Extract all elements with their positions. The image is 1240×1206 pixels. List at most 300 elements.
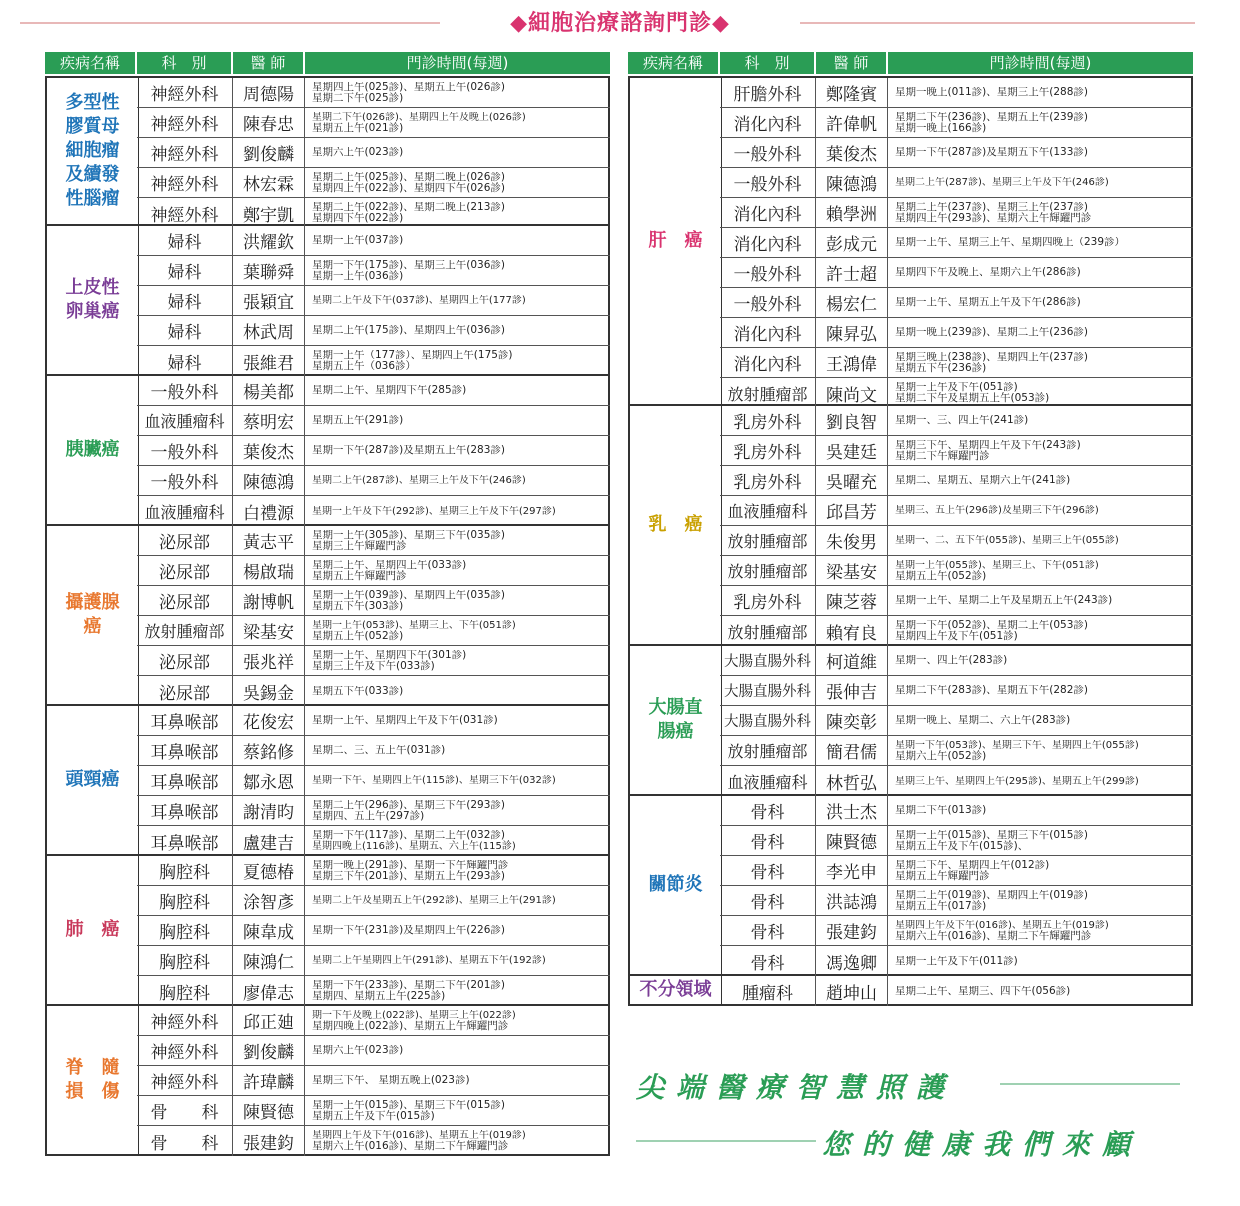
department-cell: 骨科 [720, 856, 816, 885]
doctor-cell: 花俊宏 [233, 706, 305, 735]
doctor-cell: 洪誌鴻 [816, 886, 888, 915]
table-row [720, 766, 1193, 796]
doctor-cell: 張穎宜 [233, 286, 305, 315]
table-row [137, 886, 610, 916]
schedule-line: 星期一上午(053診)、星期三上、下午(051診) [312, 619, 516, 631]
schedule-cell [305, 286, 610, 315]
disease-name: 關節炎 [630, 796, 722, 974]
schedule-line: 星期二、三、五上午(031診) [312, 745, 446, 756]
schedule-line: 星期五上午(052診) [895, 569, 987, 582]
table-row [137, 706, 610, 736]
schedule-line: 星期四、五上午(297診) [312, 809, 425, 822]
department-cell: 放射腫瘤部 [720, 526, 816, 555]
table-row [137, 526, 610, 556]
department-cell: 神經外科 [137, 168, 233, 197]
department-cell: 神經外科 [137, 1066, 233, 1095]
doctor-cell: 彭成元 [816, 228, 888, 257]
table-row [720, 976, 1193, 1006]
doctor-cell: 陳昇弘 [816, 318, 888, 347]
schedule-cell [305, 256, 610, 285]
schedule-cell [305, 78, 610, 107]
department-cell: 泌尿部 [137, 586, 233, 615]
schedule-cell [305, 466, 610, 495]
department-cell: 消化內科 [720, 228, 816, 257]
schedule-line: 星期二下午(026診)、星期四上午及晚上(026診) [312, 111, 526, 123]
schedule-line: 星期二上午、星期三、四下午(056診) [895, 985, 1071, 997]
department-cell: 婦科 [137, 316, 233, 345]
schedule-line: 期一下午及晚上(022診)、星期三上午(022診) [312, 1009, 516, 1021]
schedule-line: 星期二上午(025診)、星期二晚上(026診) [312, 171, 505, 183]
header-disease: 疾病名稱 [45, 52, 137, 74]
schedule-cell [305, 168, 610, 197]
schedule-line: 星期一晚上(011診)、星期三上午(288診) [895, 87, 1088, 98]
schedule-line: 星期一晚上(166診) [895, 121, 987, 134]
schedule-line: 星期二、星期五、星期六上午(241診) [895, 475, 1071, 486]
schedule-cell [888, 348, 1193, 377]
schedule-line: 星期二上午及星期五上午(292診)、星期三上午(291診) [312, 895, 556, 906]
schedule-line: 星期三上午及下午(033診) [312, 659, 435, 672]
doctor-cell: 夏德椿 [233, 856, 305, 885]
table-row [137, 826, 610, 856]
table-row [137, 198, 610, 228]
department-cell: 消化內科 [720, 198, 816, 227]
department-cell: 骨科 [720, 886, 816, 915]
schedule-cell [305, 1066, 610, 1095]
right_groups-header [628, 52, 1193, 74]
department-cell: 放射腫瘤部 [720, 616, 816, 646]
doctor-cell: 張建鈞 [233, 1126, 305, 1156]
department-cell: 耳鼻喉部 [137, 826, 233, 856]
department-cell: 肝膽外科 [720, 78, 816, 107]
schedule-line: 星期五上午輝躍門診 [312, 569, 407, 582]
department-cell: 泌尿部 [137, 556, 233, 585]
doctor-cell: 白禮源 [233, 496, 305, 526]
table-row [137, 108, 610, 138]
table-row [137, 226, 610, 256]
schedule-line: 星期一上午(305診)、星期三下午(035診) [312, 529, 505, 541]
doctor-cell: 趙坤山 [816, 976, 888, 1006]
schedule-line: 星期二下午及星期五上午(053診) [895, 392, 1050, 404]
schedule-cell [305, 436, 610, 465]
department-cell: 耳鼻喉部 [137, 706, 233, 735]
schedule-line: 星期三下午、 星期五晚上(023診) [312, 1075, 470, 1086]
schedule-cell [305, 406, 610, 435]
department-cell: 一般外科 [720, 288, 816, 317]
schedule-line: 星期二下午(025診) [312, 91, 404, 104]
schedule-line: 星期一上午、星期三上午、星期四晚上（239診） [895, 237, 1126, 248]
doctor-cell: 葉俊杰 [233, 436, 305, 465]
schedule-cell [888, 466, 1193, 495]
table-row [720, 586, 1193, 616]
schedule-cell [888, 856, 1193, 885]
disease-name: 大腸直 腸癌 [630, 646, 722, 794]
doctor-cell: 張維君 [233, 346, 305, 376]
schedule-line: 星期一下午(233診)、星期二下午(201診) [312, 980, 505, 991]
doctor-cell: 涂智彥 [233, 886, 305, 915]
schedule-cell [305, 766, 610, 795]
schedule-line: 星期二上午(287診)、星期三上午及下午(246診) [312, 475, 526, 486]
department-cell: 一般外科 [720, 138, 816, 167]
schedule-line: 星期四上午及下午(016診)、星期五上午(019診) [312, 1130, 526, 1141]
table-row [137, 1066, 610, 1096]
table-row [137, 466, 610, 496]
department-cell: 骨科 [720, 916, 816, 945]
schedule-line: 星期五上午(291診) [312, 415, 404, 426]
table-row [720, 676, 1193, 706]
schedule-line: 星期二上午(296診)、星期三下午(293診) [312, 799, 505, 811]
department-cell: 泌尿部 [137, 526, 233, 555]
doctor-cell: 張兆祥 [233, 646, 305, 675]
table-row [720, 946, 1193, 976]
doctor-cell: 張伸吉 [816, 676, 888, 705]
disease-group [45, 856, 610, 1006]
table-row [137, 138, 610, 168]
schedule-line: 星期一、四上午(283診) [895, 655, 1008, 666]
doctor-cell: 謝博帆 [233, 586, 305, 615]
disease-name: 脊 隨 損 傷 [47, 1006, 139, 1154]
department-cell: 婦科 [137, 256, 233, 285]
schedule-line: 星期一下午(287診)及星期五下午(133診) [895, 147, 1088, 158]
table-row [137, 946, 610, 976]
department-cell: 一般外科 [137, 376, 233, 405]
schedule-cell [305, 316, 610, 345]
schedule-line: 星期六上午(052診) [895, 749, 987, 762]
table-row [137, 916, 610, 946]
table-row [720, 646, 1193, 676]
doctor-cell: 朱俊男 [816, 526, 888, 555]
doctor-cell: 陳奕彰 [816, 706, 888, 735]
table-row [137, 78, 610, 108]
disease-name: 不分領域 [630, 976, 722, 1004]
disease-group [45, 76, 610, 226]
schedule-line: 星期一、二、五下午(055診)、星期三上午(055診) [895, 535, 1119, 546]
schedule-line: 星期五上午輝躍門診 [895, 869, 990, 882]
table-row [137, 616, 610, 646]
doctor-cell: 邱正廸 [233, 1006, 305, 1035]
disease-group [628, 796, 1193, 976]
schedule-line: 星期五上午（036診） [312, 360, 417, 372]
schedule-line: 星期二上午(175診)、星期四上午(036診) [312, 325, 505, 336]
schedule-line: 星期六上午(023診) [312, 147, 404, 158]
schedule-cell [305, 976, 610, 1006]
schedule-cell [888, 556, 1193, 585]
table-row [720, 886, 1193, 916]
schedule-cell [305, 736, 610, 765]
schedule-line: 星期二上午(237診)、星期三上午(237診) [895, 201, 1088, 213]
schedule-cell [888, 198, 1193, 227]
department-cell: 神經外科 [137, 78, 233, 107]
department-cell: 一般外科 [720, 258, 816, 287]
doctor-cell: 賴宥良 [816, 616, 888, 646]
schedule-line: 星期一上午(036診) [312, 269, 404, 282]
doctor-cell: 鄭隆賓 [816, 78, 888, 107]
disease-group [45, 526, 610, 706]
department-cell: 婦科 [137, 286, 233, 315]
schedule-line: 星期一晚上、星期二、六上午(283診) [895, 715, 1071, 726]
table-row [720, 348, 1193, 378]
doctor-cell: 楊啟瑞 [233, 556, 305, 585]
department-cell: 胸腔科 [137, 946, 233, 975]
schedule-line: 星期四晚上(022診)、星期五上午輝躍門診 [312, 1019, 509, 1032]
schedule-cell [888, 228, 1193, 257]
doctor-cell: 葉俊杰 [816, 138, 888, 167]
schedule-line: 星期二上午及下午(037診)、星期四上午(177診) [312, 295, 526, 306]
schedule-line: 星期一上午(055診)、星期三上、下午(051診) [895, 559, 1099, 571]
schedule-line: 星期一上午(015診)、星期三下午(015診) [312, 1099, 505, 1111]
department-cell: 神經外科 [137, 1036, 233, 1065]
schedule-cell [888, 616, 1193, 646]
doctor-cell: 陳春忠 [233, 108, 305, 137]
department-cell: 神經外科 [137, 198, 233, 228]
table-row [137, 766, 610, 796]
schedule-line: 星期五上午及下午(015診)、 [895, 839, 1029, 852]
doctor-cell: 王鴻偉 [816, 348, 888, 377]
schedule-cell [888, 406, 1193, 435]
disease-group [628, 976, 1193, 1006]
disease-group [45, 226, 610, 376]
doctor-cell: 蔡明宏 [233, 406, 305, 435]
table-row [137, 346, 610, 376]
schedule-cell [888, 378, 1193, 408]
department-cell: 消化內科 [720, 318, 816, 347]
schedule-line: 星期二下午輝躍門診 [895, 449, 990, 462]
schedule-cell [305, 376, 610, 405]
department-cell: 胸腔科 [137, 856, 233, 885]
header-disease: 疾病名稱 [628, 52, 720, 74]
table-row [720, 288, 1193, 318]
doctor-cell: 洪士杰 [816, 796, 888, 825]
schedule-cell [305, 916, 610, 945]
schedule-line: 星期一下午(231診)及星期四上午(226診) [312, 925, 505, 936]
page-title: ◆細胞治療諮詢門診◆ [510, 11, 730, 36]
schedule-line: 星期五上午及下午(015診) [312, 1109, 435, 1122]
department-cell: 血液腫瘤科 [137, 406, 233, 435]
doctor-cell: 林哲弘 [816, 766, 888, 796]
table-row [137, 1036, 610, 1066]
table-row [137, 376, 610, 406]
table-row [720, 406, 1193, 436]
schedule-line: 星期四晚上(116診)、星期五、六上午(115診) [312, 841, 516, 852]
table-row [720, 138, 1193, 168]
schedule-line: 星期一上午（177診）、星期四上午(175診) [312, 350, 513, 361]
schedule-cell [305, 1036, 610, 1065]
table-row [137, 556, 610, 586]
doctor-cell: 吳錫金 [233, 676, 305, 706]
table-row [137, 168, 610, 198]
table-row [137, 856, 610, 886]
left_groups-header [45, 52, 610, 74]
table-row [720, 826, 1193, 856]
doctor-cell: 劉良智 [816, 406, 888, 435]
table-row [137, 316, 610, 346]
table-row [720, 436, 1193, 466]
schedule-line: 星期四上午(293診)、星期六上午輝躍門診 [895, 211, 1092, 224]
table-row [137, 436, 610, 466]
doctor-cell: 張建鈞 [816, 916, 888, 945]
doctor-cell: 劉俊麟 [233, 1036, 305, 1065]
doctor-cell: 周德陽 [233, 78, 305, 107]
table-row [137, 586, 610, 616]
schedule-cell [888, 736, 1193, 765]
schedule-line: 星期二上午(022診)、星期二晚上(213診) [312, 202, 505, 213]
schedule-cell [305, 946, 610, 975]
slogan-line-1: 尖端醫療智慧照護 [636, 1071, 957, 1104]
department-cell: 消化內科 [720, 348, 816, 377]
doctor-cell: 許偉帆 [816, 108, 888, 137]
doctor-cell: 吳曜充 [816, 466, 888, 495]
table-row [720, 736, 1193, 766]
doctor-cell: 馮逸卿 [816, 946, 888, 976]
doctor-cell: 葉聯舜 [233, 256, 305, 285]
schedule-line: 星期二下午、星期四上午(012診) [895, 859, 1050, 871]
schedule-line: 星期一上午、星期四上午及下午(031診) [312, 715, 498, 726]
table-row [137, 736, 610, 766]
department-cell: 骨科 [720, 826, 816, 855]
disease-name: 胰臟癌 [47, 376, 139, 524]
disease-name: 肝 癌 [630, 78, 722, 404]
header-time: 門診時間(每週) [406, 54, 509, 72]
table-row [720, 496, 1193, 526]
schedule-line: 星期三上午、星期四上午(295診)、星期五上午(299診) [895, 775, 1139, 787]
schedule-line: 星期一上午、星期四下午(301診) [312, 649, 467, 661]
schedule-cell [888, 258, 1193, 287]
schedule-cell [305, 1126, 610, 1156]
doctor-cell: 鄭宇凱 [233, 198, 305, 228]
table-row [720, 916, 1193, 946]
schedule-line: 星期一下午(052診)、星期二上午(053診) [895, 620, 1088, 631]
schedule-cell [888, 318, 1193, 347]
table-row [720, 556, 1193, 586]
disease-group [45, 1006, 610, 1156]
department-cell: 大腸直腸外科 [720, 646, 816, 675]
department-cell: 放射腫瘤部 [137, 616, 233, 645]
department-cell: 腫瘤科 [720, 976, 816, 1006]
disease-name: 上皮性 卵巢癌 [47, 226, 139, 374]
schedule-line: 星期一上午、星期五上午及下午(286診) [895, 297, 1081, 308]
schedule-line: 星期三下午(201診)、星期五上午(293診) [312, 869, 505, 882]
schedule-line: 星期一上午、星期二上午及星期五上午(243診) [895, 595, 1113, 606]
schedule-cell [888, 886, 1193, 915]
schedule-cell [888, 586, 1193, 615]
schedule-cell [305, 496, 610, 526]
schedule-cell [305, 346, 610, 376]
doctor-cell: 謝清昀 [233, 796, 305, 825]
table-row [137, 1096, 610, 1126]
disease-group [45, 706, 610, 856]
schedule-line: 星期四上午(025診)、星期五上午(026診) [312, 81, 505, 93]
department-cell: 神經外科 [137, 108, 233, 137]
table-row [720, 856, 1193, 886]
disease-name: 肺 癌 [47, 856, 139, 1004]
disease-name: 頭頸癌 [47, 706, 139, 854]
schedule-cell [305, 676, 610, 706]
disease-name: 多型性 膠質母 細胞瘤 及續發 性腦瘤 [47, 78, 139, 224]
schedule-cell [888, 826, 1193, 855]
schedule-line: 星期一上午及下午(011診) [895, 955, 1018, 967]
department-cell: 放射腫瘤部 [720, 378, 816, 408]
department-cell: 神經外科 [137, 138, 233, 167]
department-cell: 骨科 [720, 946, 816, 976]
table-row [137, 646, 610, 676]
schedule-line: 星期六上午(016診)、星期二下午輝躍門診 [895, 929, 1092, 942]
schedule-line: 星期三晚上(238診)、星期四上午(237診) [895, 351, 1088, 363]
department-cell: 一般外科 [720, 168, 816, 197]
doctor-cell: 梁基安 [233, 616, 305, 645]
table-row [720, 616, 1193, 646]
schedule-line: 星期一下午(287診)及星期五上午(283診) [312, 445, 505, 456]
doctor-cell: 廖偉志 [233, 976, 305, 1006]
schedule-cell [888, 916, 1193, 945]
schedule-cell [305, 826, 610, 856]
schedule-line: 星期二上午、星期四下午(285診) [312, 385, 467, 396]
schedule-line: 星期一上午(015診)、星期三下午(015診) [895, 829, 1088, 841]
department-cell: 耳鼻喉部 [137, 766, 233, 795]
doctor-cell: 黃志平 [233, 526, 305, 555]
doctor-cell: 陳芝蓉 [816, 586, 888, 615]
schedule-line: 星期一、三、四上午(241診) [895, 415, 1029, 426]
schedule-cell [305, 616, 610, 645]
schedule-line: 星期四下午(022診) [312, 212, 404, 224]
schedule-cell [888, 796, 1193, 825]
doctor-cell: 柯道維 [816, 646, 888, 675]
schedule-line: 星期六上午(023診) [312, 1045, 404, 1056]
table-row [720, 108, 1193, 138]
department-cell: 胸腔科 [137, 916, 233, 945]
department-cell: 乳房外科 [720, 436, 816, 465]
schedule-line: 星期四上午(022診)、星期四下午(026診) [312, 181, 505, 194]
schedule-cell [305, 856, 610, 885]
table-row [137, 976, 610, 1006]
schedule-line: 星期五上午(052診) [312, 629, 404, 642]
doctor-cell: 陳韋成 [233, 916, 305, 945]
disease-name: 乳 癌 [630, 406, 722, 644]
department-cell: 婦科 [137, 226, 233, 255]
schedule-line: 星期三上午輝躍門診 [312, 539, 407, 552]
schedule-cell [888, 168, 1193, 197]
schedule-cell [888, 766, 1193, 796]
department-cell: 胸腔科 [137, 886, 233, 915]
schedule-line: 星期二上午(287診)、星期三上午及下午(246診) [895, 177, 1109, 188]
table-row [137, 496, 610, 526]
disease-group [628, 76, 1193, 406]
table-row [137, 256, 610, 286]
schedule-line: 星期五下午(236診) [895, 361, 987, 374]
header-time: 門診時間(每週) [989, 54, 1092, 72]
schedule-cell [305, 706, 610, 735]
schedule-cell [305, 138, 610, 167]
department-cell: 乳房外科 [720, 466, 816, 495]
doctor-cell: 鄒永恩 [233, 766, 305, 795]
department-cell: 放射腫瘤部 [720, 556, 816, 585]
table-row [137, 796, 610, 826]
table-row [720, 258, 1193, 288]
table-row [720, 228, 1193, 258]
schedule-cell [305, 1096, 610, 1125]
schedule-cell [305, 646, 610, 675]
disease-group [45, 376, 610, 526]
doctor-cell: 簡君儒 [816, 736, 888, 765]
schedule-cell [888, 706, 1193, 735]
doctor-cell: 賴學洲 [816, 198, 888, 227]
schedule-cell [305, 226, 610, 255]
schedule-cell [888, 946, 1193, 976]
slogan-line-2-rule [636, 1140, 816, 1142]
schedule-line: 星期一上午(037診) [312, 235, 404, 246]
schedule-line: 星期二下午(236診)、星期五上午(239診) [895, 111, 1088, 123]
department-cell: 胸腔科 [137, 976, 233, 1006]
schedule-line: 星期一下午、星期四上午(115診)、星期三下午(032診) [312, 775, 556, 786]
schedule-cell [888, 496, 1193, 525]
